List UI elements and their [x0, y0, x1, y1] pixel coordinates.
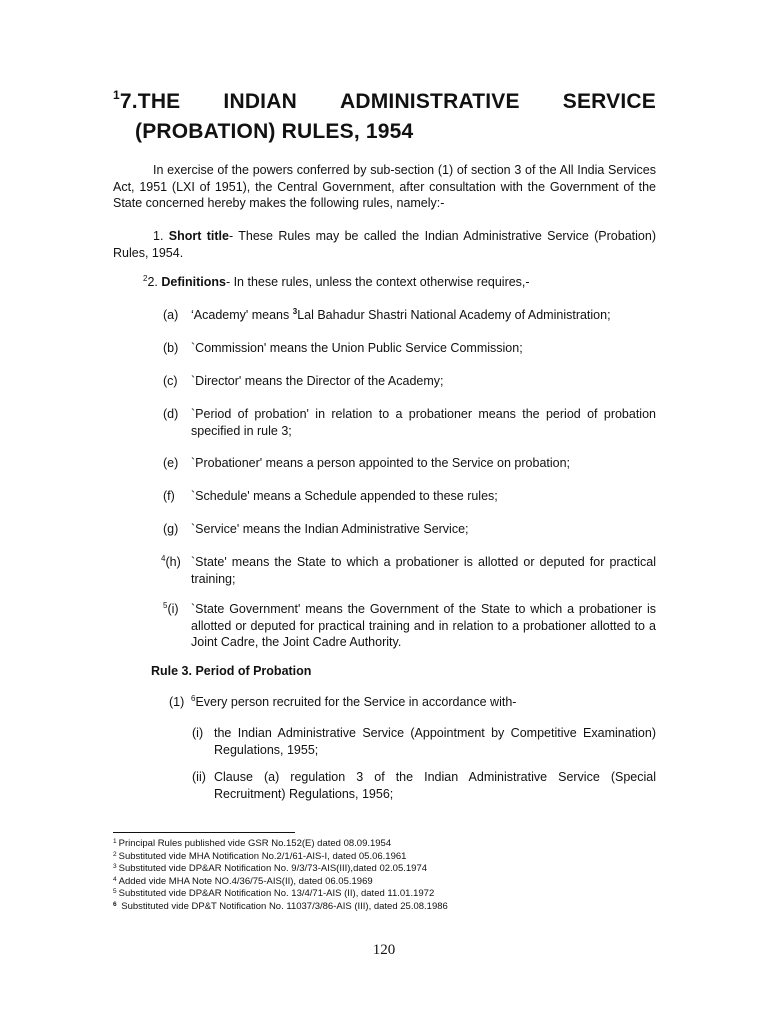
- definition-label: (b): [163, 341, 179, 355]
- rule-3-heading: Rule 3. Period of Probation: [151, 664, 312, 678]
- definition-d: [163, 406, 656, 439]
- definition-label: (d): [163, 407, 179, 421]
- definition-h: [161, 554, 656, 587]
- definition-text: `Director' means the Director of the Academy;: [191, 374, 444, 388]
- footnote-mark[interactable]: 2: [143, 274, 148, 283]
- footnotes: [113, 838, 673, 913]
- rule-1-paragraph: [113, 228, 656, 261]
- rule-3-sub-ii: [192, 769, 656, 802]
- definition-text: `Period of probation' in relation to a probationer means the period of probation specified in rule 3;: [191, 407, 656, 438]
- definition-text: `Probationer' means a person appointed to the Service on probation;: [191, 456, 571, 470]
- definition-i: [163, 601, 656, 651]
- definition-g: [163, 521, 656, 538]
- definition-label: (f): [163, 489, 175, 503]
- footnote-separator: [113, 832, 295, 833]
- definition-text: `State Government' means the Government of the State to which a probationer is allotted or deputed for practical training and in relation to a probationer allotted to a Joint Cadre, the Joint Cadre Authority.: [191, 602, 656, 649]
- rule-2-number: 2.: [147, 275, 162, 289]
- title-word: 7.THE: [119, 90, 181, 113]
- title-line-2: (PROBATION) RULES, 1954: [135, 120, 414, 143]
- footnote-mark[interactable]: 3: [292, 307, 298, 316]
- definition-label: (i): [167, 602, 179, 616]
- definition-text: Lal Bahadur Shastri National Academy of Administration;: [297, 308, 611, 322]
- page-title: [113, 88, 656, 146]
- footnote: $^4$ Added vide MHA Note NO.4/36/75-AIS(II), dated 06.05.1969: [113, 875, 373, 887]
- footnote-mark[interactable]: 5: [163, 601, 168, 610]
- rule-1-title: Short title: [168, 229, 229, 243]
- footnote: $^1$ Principal Rules published vide GSR No.152(E) dated 08.09.1954: [113, 838, 392, 849]
- definition-label: (g): [163, 522, 179, 536]
- definition-text: `Commission' means the Union Public Service Commission;: [191, 341, 523, 355]
- sub-clause-label: (ii): [192, 770, 206, 784]
- preamble-paragraph: In exercise of the powers conferred by sub-section (1) of section 3 of the All India Services Act, 1951 (LXI of 1951), the Central Government, after consultation with the Government of the State concerned hereby makes the following rules, namely:-: [113, 163, 656, 210]
- title-footnote-mark[interactable]: 1: [113, 88, 120, 102]
- definition-text: `Schedule' means a Schedule appended to these rules;: [191, 489, 498, 503]
- definition-text: `Service' means the Indian Administrative Service;: [191, 522, 469, 536]
- title-line-1: [113, 88, 656, 118]
- footnote: $^3$ Substituted vide DP&AR Notification No. 9/3/73-AIS(III),dated 02.05.1974: [113, 863, 428, 874]
- rule-3-clause-1: [169, 694, 656, 713]
- rule-2-text: - In these rules, unless the context otherwise requires,-: [225, 275, 530, 289]
- definition-b: [163, 340, 656, 357]
- footnote-mark[interactable]: 6: [191, 694, 196, 703]
- definition-text: ‘Academy' means: [191, 308, 293, 322]
- title-word: INDIAN: [223, 90, 297, 113]
- clause-text: Every person recruited for the Service in accordance with-: [195, 695, 517, 709]
- rule-3-sub-i: [192, 725, 656, 758]
- definition-f: [163, 488, 656, 505]
- footnote: $^5$ Substituted vide DP&AR Notification No. 13/4/71-AIS (II), dated 11.01.1972: [113, 888, 435, 899]
- title-word: ADMINISTRATIVE: [339, 90, 520, 113]
- definition-a: [163, 307, 656, 326]
- footnote: $^2$ Substituted vide MHA Notification No.2/1/61-AIS-I, dated 05.06.1961: [113, 850, 407, 862]
- page-number: 120: [372, 942, 396, 958]
- definition-label: (h): [165, 555, 181, 569]
- definition-e: [163, 455, 656, 472]
- rule-1-text: - These Rules may be called the Indian Administrative Service (Probation) Rules, 1954.: [113, 229, 656, 260]
- definition-label: (a): [163, 308, 179, 322]
- footnote-mark[interactable]: 4: [161, 554, 166, 563]
- sub-clause-text: Clause (a) regulation 3 of the Indian Administrative Service (Special Recruitment) Regulations, 1956;: [214, 770, 656, 801]
- sub-clause-text: the Indian Administrative Service (Appointment by Competitive Examination) Regulations, 1955;: [214, 726, 656, 757]
- rule-2-paragraph: [143, 274, 656, 293]
- rule-1-number: 1.: [153, 229, 169, 243]
- clause-label: (1): [169, 695, 185, 709]
- definition-c: [163, 373, 656, 390]
- footnote: $^6$ Substituted vide DP&T Notification No. 11037/3/86-AIS (III), dated 25.08.1986: [113, 900, 448, 912]
- definition-label: (c): [163, 374, 178, 388]
- title-word: SERVICE: [562, 90, 656, 113]
- definition-text: `State' means the State to which a probationer is allotted or deputed for practical training;: [191, 555, 656, 586]
- rule-2-title: Definitions: [161, 275, 226, 289]
- sub-clause-label: (i): [192, 726, 204, 740]
- definition-label: (e): [163, 456, 179, 470]
